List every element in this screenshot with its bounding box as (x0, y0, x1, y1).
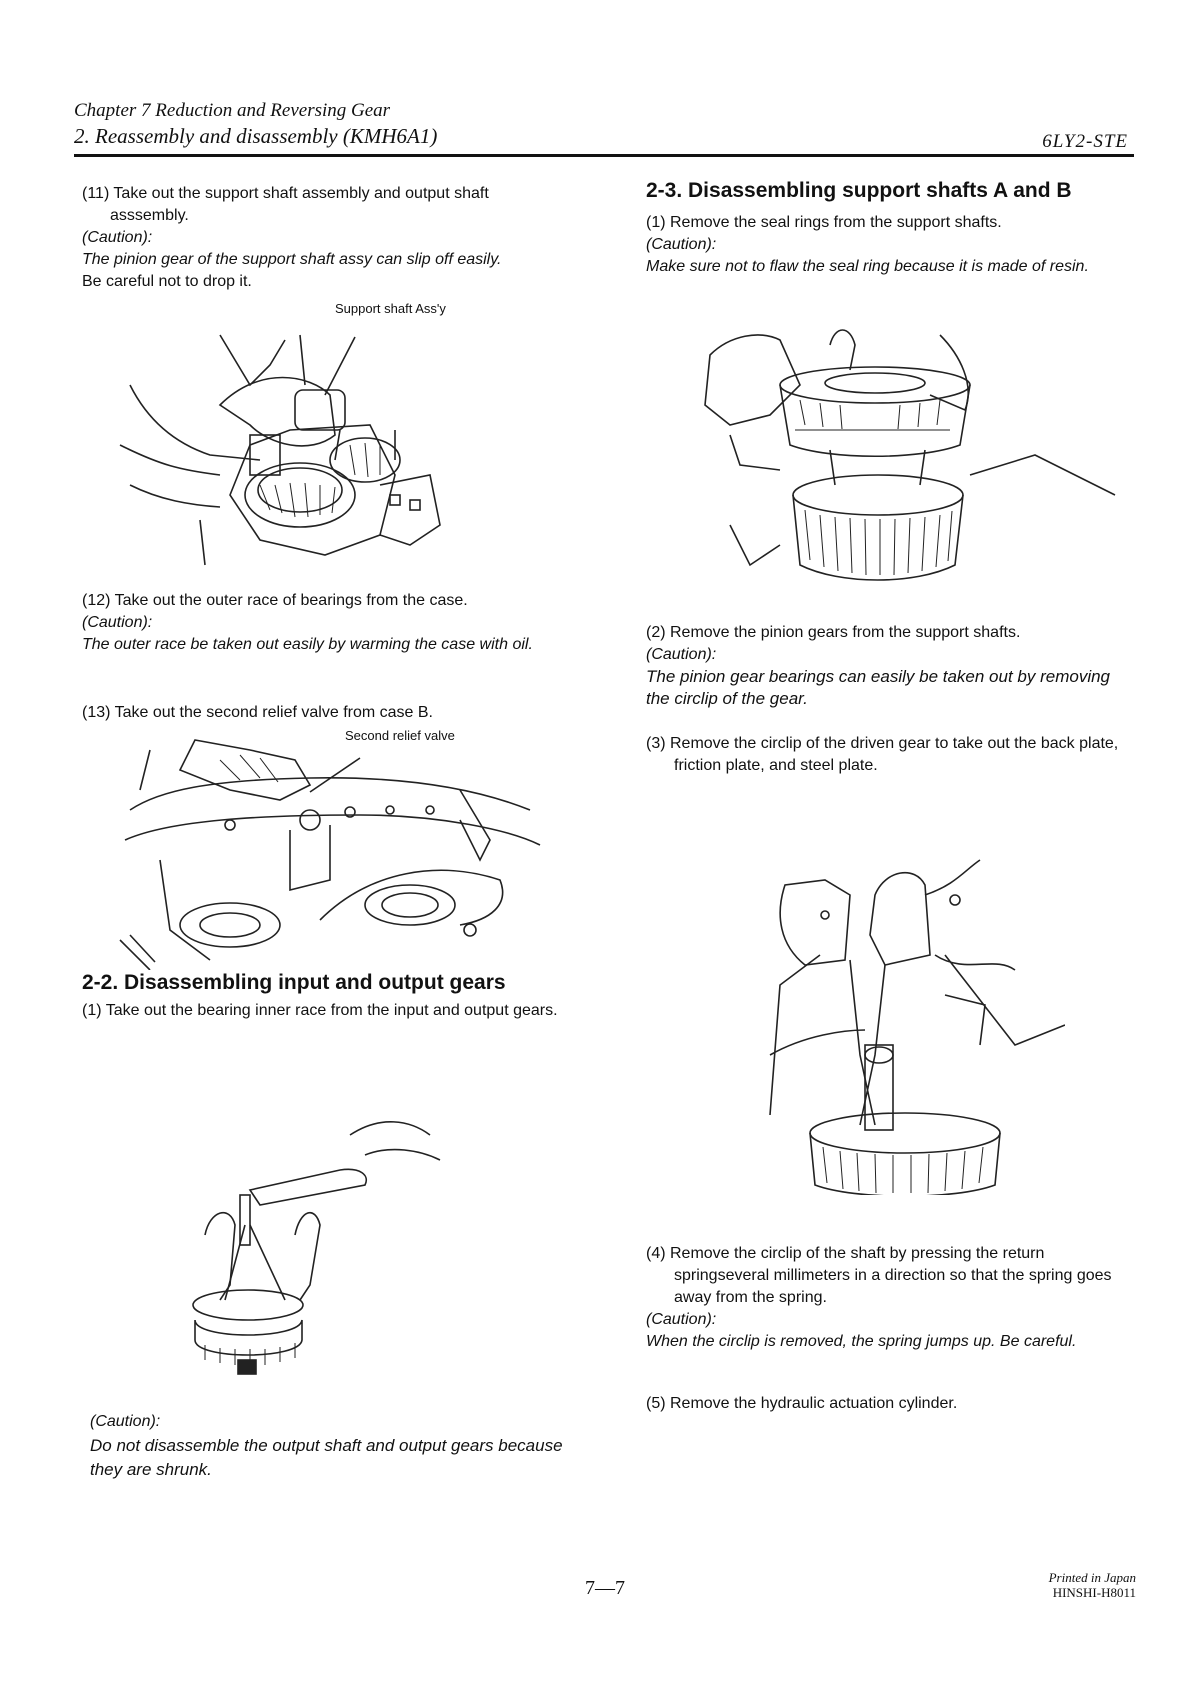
section-2-3-step3: (3) Remove the circlip of the driven gear to take out the back plate, friction plate, and steel plate. (646, 735, 1119, 774)
caution-label: (Caution): (82, 229, 153, 246)
step-4-block (646, 1243, 1136, 1353)
figure-support-shaft-removal (110, 301, 530, 575)
caution-text: The outer race be taken out easily by warming the case with oil. (82, 636, 533, 653)
section-2-3-step5: (5) Remove the hydraulic actuation cylinder. (646, 1395, 958, 1412)
step-2-block (646, 622, 1136, 710)
section-2-3-step2: (2) Remove the pinion gears from the support shafts. (646, 624, 1021, 641)
caution-text: When the circlip is removed, the spring jumps up. Be careful. (646, 1333, 1077, 1350)
caution-label: (Caution): (82, 614, 153, 631)
step-13-text: (13) Take out the second relief valve from case B. (82, 704, 433, 721)
section-2-3-step4: (4) Remove the circlip of the shaft by pressing the return springseveral millimeters in a direction so that the spring goes away from the spring. (646, 1245, 1112, 1306)
section-2-3-step1: (1) Remove the seal rings from the support shafts. (646, 214, 1002, 231)
figure-relief-valve-removal (110, 730, 550, 970)
chapter-title: Chapter 7 Reduction and Reversing Gear (74, 100, 391, 121)
section-2-3-block (646, 178, 1136, 278)
caution-text: The pinion gear of the support shaft assy can slip off easily. (82, 251, 502, 268)
figure-seal-ring-removal (700, 325, 1120, 595)
step-5-block (646, 1393, 1136, 1415)
step-11-text: (11) Take out the support shaft assembly and output shaft asssembly. (82, 185, 489, 224)
footer-printed (1049, 1570, 1136, 1600)
step-3-block (646, 733, 1136, 777)
section-2-2-block (82, 970, 572, 1022)
section-2-2-step1: (1) Take out the bearing inner race from the input and output gears. (82, 1002, 558, 1019)
bottom-caution-block (90, 1410, 580, 1482)
section-title: 2. Reassembly and disassembly (KMH6A1) (74, 124, 438, 148)
section-2-2-title: 2-2. Disassembling input and output gears (82, 971, 506, 994)
caution-text: The pinion gear bearings can easily be taken out by removing the circlip of the gear. (646, 667, 1111, 708)
step-12-text: (12) Take out the outer race of bearings from the case. (82, 592, 468, 609)
note-text: Be careful not to drop it. (82, 273, 252, 290)
caution-text: Make sure not to flaw the seal ring because it is made of resin. (646, 258, 1089, 275)
page-number: 7—7 (585, 1577, 625, 1599)
caution-text: Do not disassemble the output shaft and output gears because they are shrunk. (90, 1436, 563, 1479)
fig1-label: Support shaft Ass'y (335, 301, 446, 316)
step-13-block (82, 702, 572, 724)
document-code: HINSHI-H8011 (1052, 1585, 1136, 1600)
section-2-3-title: 2-3. Disassembling support shafts A and B (646, 179, 1072, 202)
caution-label: (Caution): (646, 646, 717, 663)
model-code: 6LY2-STE (1042, 131, 1128, 152)
caution-label: (Caution): (90, 1413, 161, 1430)
step-12-block (82, 590, 572, 656)
caution-label: (Caution): (646, 1311, 717, 1328)
figure-circlip-pliers (765, 855, 1065, 1195)
fig2-label: Second relief valve (345, 728, 455, 743)
printed-in-japan: Printed in Japan (1048, 1570, 1136, 1585)
caution-label: (Caution): (646, 236, 717, 253)
figure-bearing-puller (190, 1115, 470, 1375)
header-rule (74, 154, 1134, 157)
step-11-block (82, 183, 572, 293)
